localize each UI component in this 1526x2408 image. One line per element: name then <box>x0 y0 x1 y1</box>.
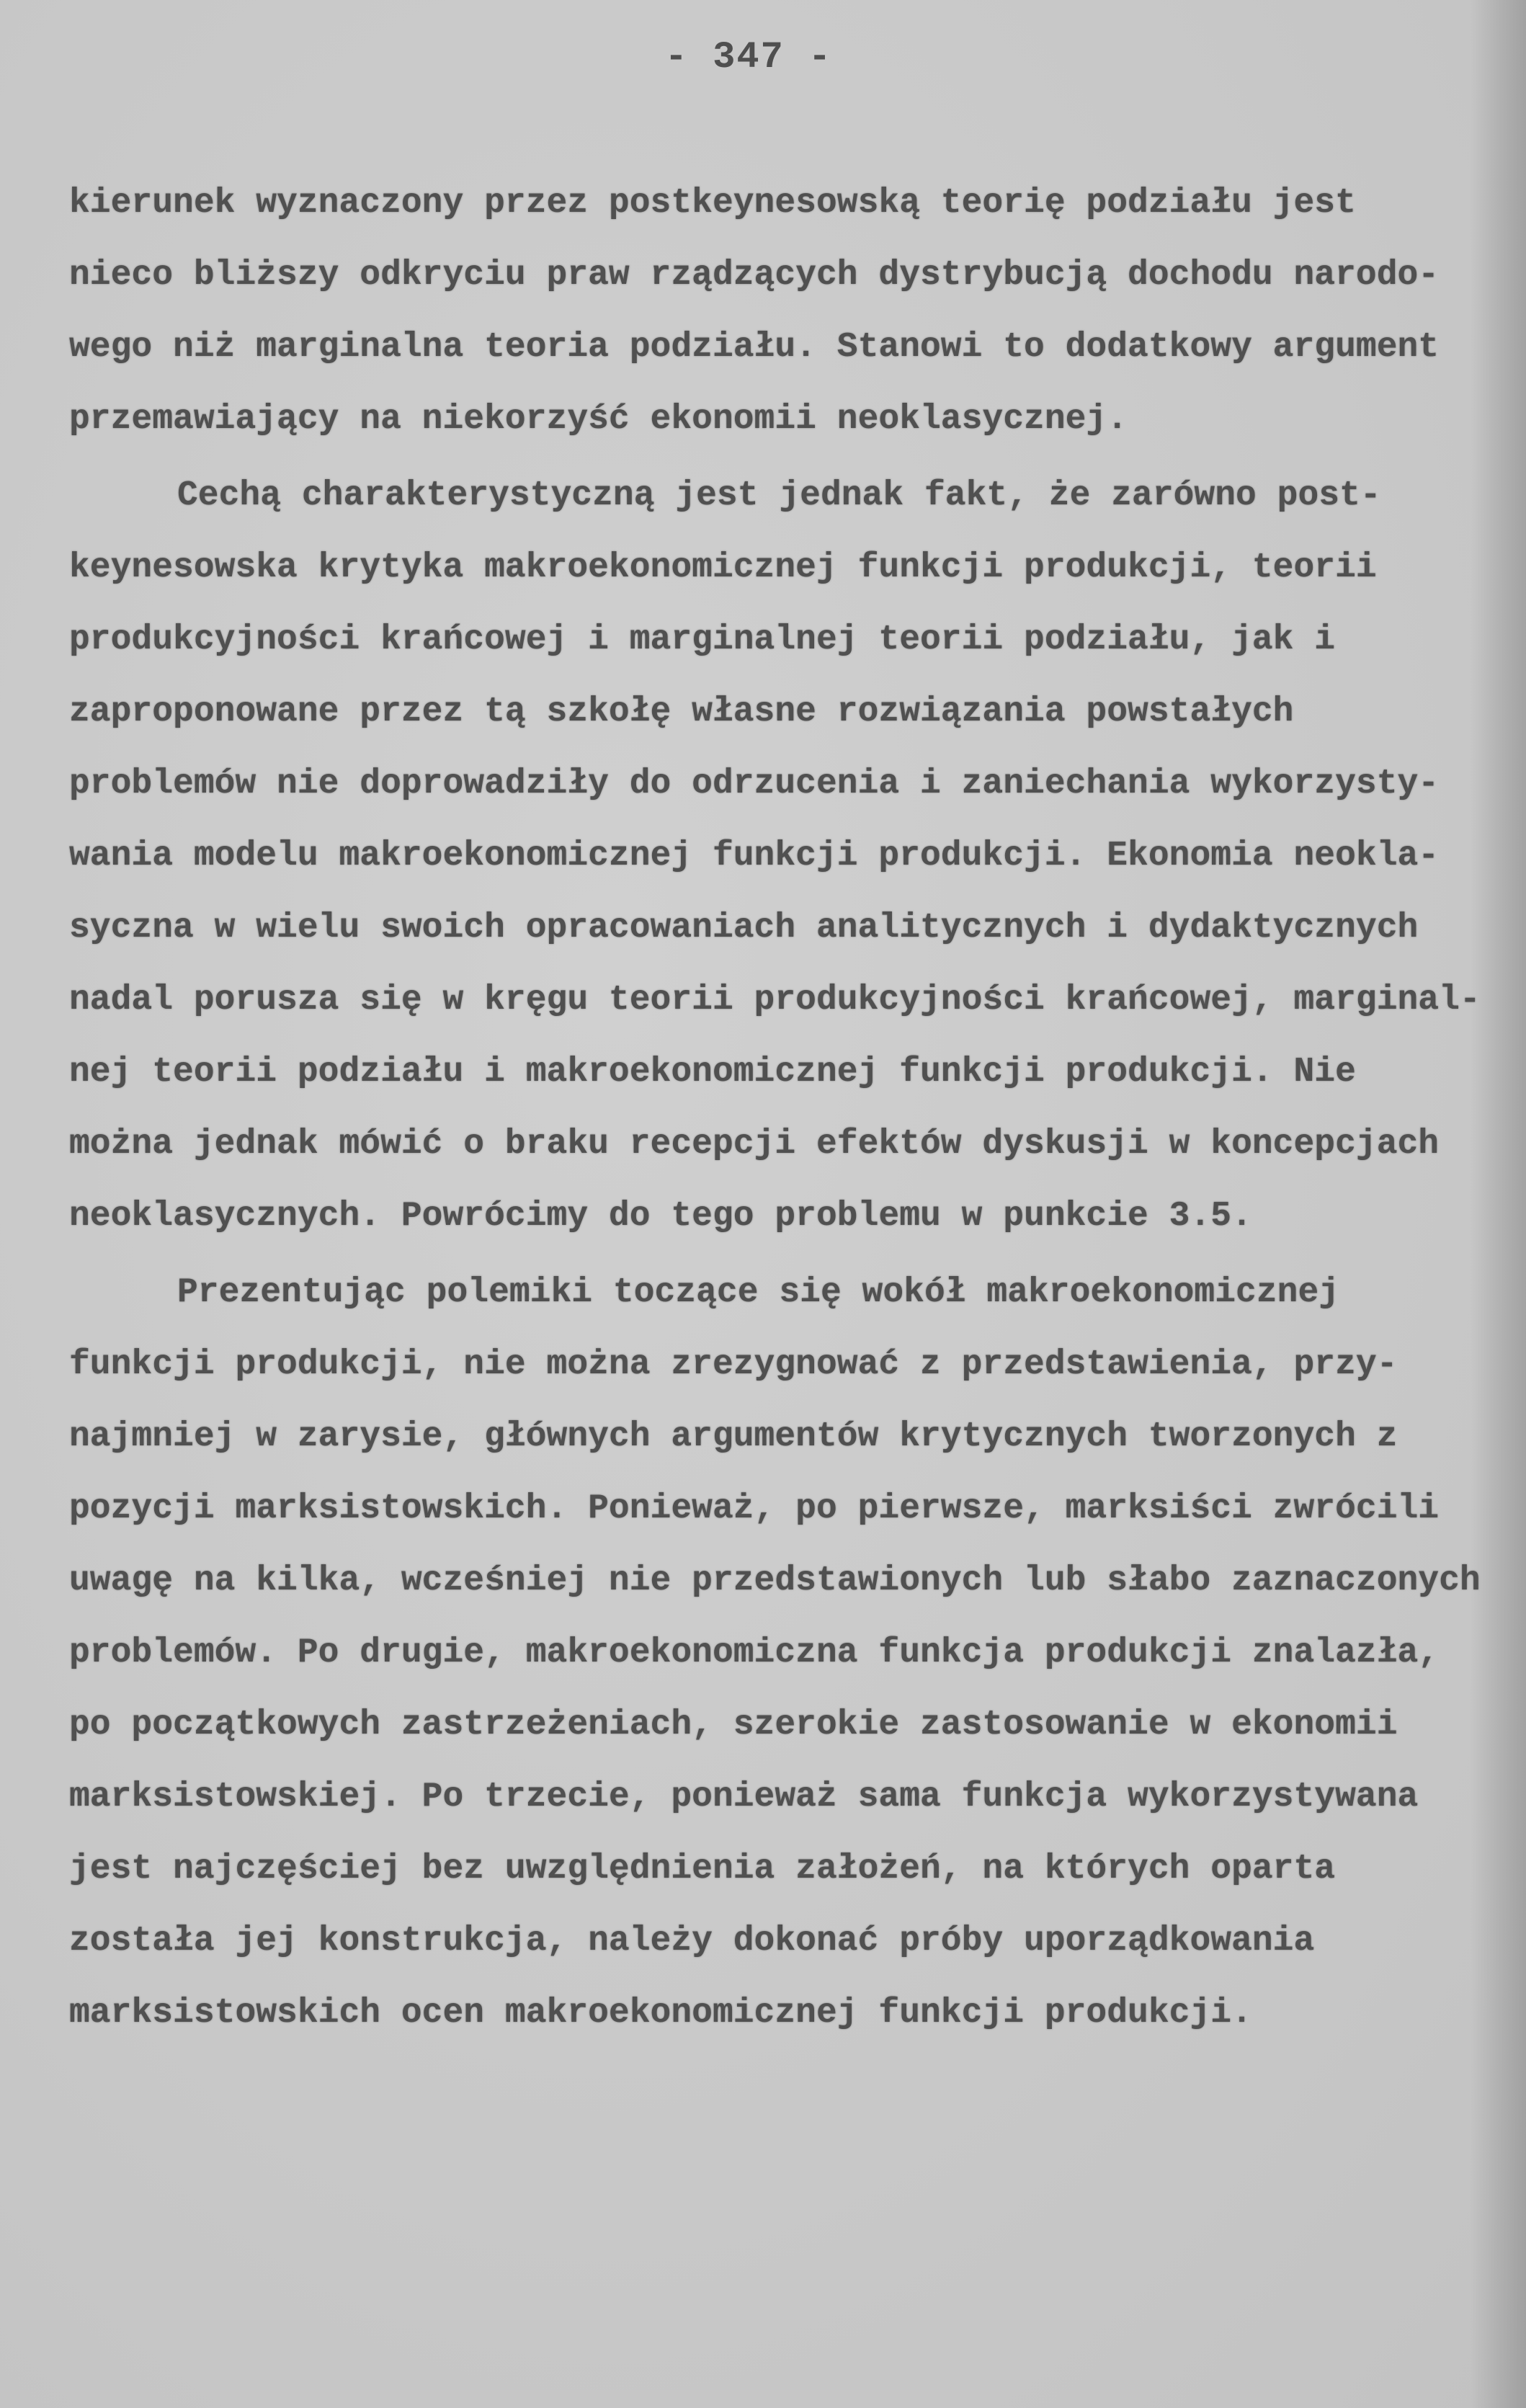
text-line: produkcyjności krańcowej i marginalnej teorii podziału, jak i <box>69 620 1336 659</box>
text-line: najmniej w zarysie, głównych argumentów krytycznych tworzonych z <box>69 1417 1398 1456</box>
text-line: przemawiający na niekorzyść ekonomii neoklasycznej. <box>69 400 1128 439</box>
body-text <box>69 167 1503 2049</box>
text-line: pozycji marksistowskich. Ponieważ, po pierwsze, marksiści zwrócili <box>69 1489 1440 1528</box>
text-line: problemów nie doprowadziły do odrzucenia i zaniechania wykorzysty- <box>69 764 1440 803</box>
paragraph-2 <box>69 460 1503 1252</box>
text-line: kierunek wyznaczony przez postkeynesowską teorię podziału jest <box>69 184 1356 223</box>
text-line: keynesowska krytyka makroekonomicznej funkcji produkcji, teorii <box>69 548 1377 587</box>
text-line: po początkowych zastrzeżeniach, szerokie zastosowanie w ekonomii <box>69 1705 1398 1744</box>
page-number: - 347 - <box>664 36 833 79</box>
paragraph-3 <box>69 1257 1503 2049</box>
text-line: jest najczęściej bez uwzględnienia założeń, na których oparta <box>69 1850 1336 1889</box>
text-line: nieco bliższy odkryciu praw rządzących dystrybucją dochodu narodo- <box>69 256 1440 295</box>
text-line: marksistowskiej. Po trzecie, ponieważ sama funkcja wykorzystywana <box>69 1778 1419 1816</box>
text-line: syczna w wielu swoich opracowaniach analitycznych i dydaktycznych <box>69 909 1419 947</box>
text-line: problemów. Po drugie, makroekonomiczna funkcja produkcji znalazła, <box>69 1633 1440 1672</box>
text-line: wego niż marginalna teoria podziału. Stanowi to dodatkowy argument <box>69 328 1440 367</box>
text-line: została jej konstrukcja, należy dokonać próby uporządkowania <box>69 1922 1315 1961</box>
text-line: funkcji produkcji, nie można zrezygnować z przedstawienia, przy- <box>69 1345 1398 1384</box>
text-line: zaproponowane przez tą szkołę własne rozwiązania powstałych <box>69 692 1294 731</box>
text-line: Prezentując polemiki toczące się wokół makroekonomicznej <box>177 1273 1340 1312</box>
text-line: neoklasycznych. Powrócimy do tego problemu w punkcie 3.5. <box>69 1197 1252 1236</box>
text-line: Cechą charakterystyczną jest jednak fakt, że zarówno post- <box>177 476 1381 515</box>
text-line: marksistowskich ocen makroekonomicznej funkcji produkcji. <box>69 1994 1252 2033</box>
paragraph-1 <box>69 167 1503 455</box>
text-line: wania modelu makroekonomicznej funkcji produkcji. Ekonomia neokla- <box>69 837 1440 875</box>
text-line: można jednak mówić o braku recepcji efektów dyskusji w koncepcjach <box>69 1125 1440 1164</box>
text-line: nadal porusza się w kręgu teorii produkcyjności krańcowej, marginal- <box>69 981 1481 1020</box>
text-line: uwagę na kilka, wcześniej nie przedstawionych lub słabo zaznaczonych <box>69 1561 1481 1600</box>
text-line: nej teorii podziału i makroekonomicznej funkcji produkcji. Nie <box>69 1053 1356 1092</box>
